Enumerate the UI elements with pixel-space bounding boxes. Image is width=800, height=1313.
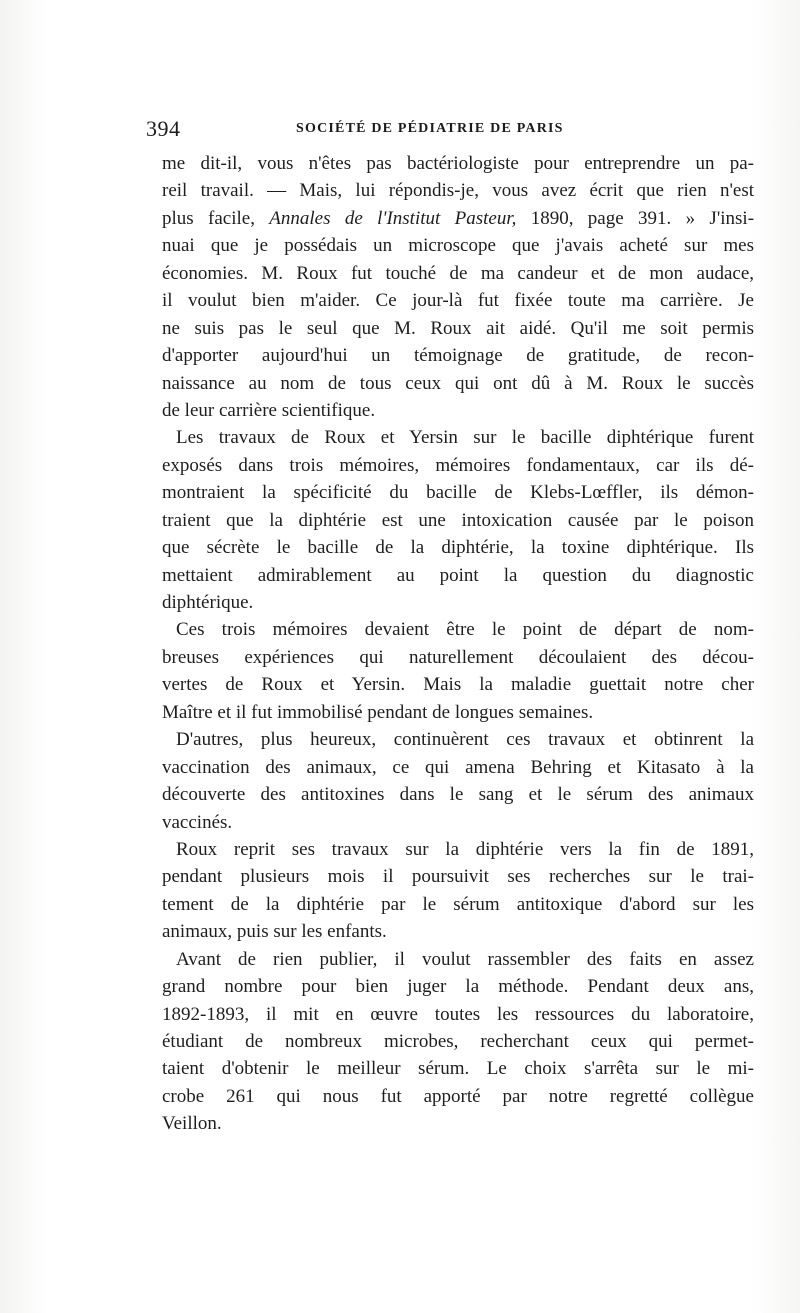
text-line: nuai que je possédais un microscope que j'avais acheté sur mes xyxy=(162,235,754,257)
text-line: de leur carrière scientifique. xyxy=(162,399,376,421)
body-text xyxy=(162,150,754,1138)
text-line: vaccinés. xyxy=(162,811,233,833)
citation-title: Annales de l'Institut Pasteur, xyxy=(269,207,517,229)
text-line xyxy=(162,205,754,232)
text-line: 1892-1893, il mit en œuvre toutes les ressources du laboratoire, xyxy=(162,1003,754,1025)
text-segment: 1890, page 391. » J'insi- xyxy=(530,207,755,229)
text-line: découverte des antitoxines dans le sang et le sérum des animaux xyxy=(162,784,754,806)
text-segment: plus facile, xyxy=(162,207,255,229)
text-line: traient que la diphtérie est une intoxication causée par le poison xyxy=(162,509,754,531)
text-line: vaccination des animaux, ce qui amena Behring et Kitasato à la xyxy=(162,756,754,778)
text-line: il voulut bien m'aider. Ce jour-là fut fixée toute ma carrière. Je xyxy=(162,290,754,312)
text-line: d'apporter aujourd'hui un témoignage de gratitude, de recon- xyxy=(162,345,754,367)
text-line: grand nombre pour bien juger la méthode. Pendant deux ans, xyxy=(162,976,754,998)
text-line: Roux reprit ses travaux sur la diphtérie vers la fin de 1891, xyxy=(176,838,754,860)
text-line: économies. M. Roux fut touché de ma candeur et de mon audace, xyxy=(162,262,754,284)
text-line: tement de la diphtérie par le sérum antitoxique d'abord sur les xyxy=(162,893,754,915)
text-line: étudiant de nombreux microbes, recherchant ceux qui permet- xyxy=(162,1031,754,1052)
text-line: exposés dans trois mémoires, mémoires fondamentaux, car ils dé- xyxy=(162,454,754,476)
text-line: Veillon. xyxy=(162,1113,222,1135)
text-line: vertes de Roux et Yersin. Mais la maladie guettait notre cher xyxy=(162,674,754,696)
running-header xyxy=(146,116,756,146)
text-line: que sécrète le bacille de la diphtérie, la toxine diphtérique. Ils xyxy=(162,537,754,559)
text-line: me dit-il, vous n'êtes pas bactériologiste pour entreprendre un pa- xyxy=(162,153,754,174)
text-line: Avant de rien publier, il voulut rassembler des faits en assez xyxy=(176,948,754,970)
page-number: 394 xyxy=(146,116,181,141)
journal-title: SOCIÉTÉ DE PÉDIATRIE DE PARIS xyxy=(296,121,564,136)
text-line: diphtérique. xyxy=(162,592,254,613)
text-line: reil travail. — Mais, lui répondis-je, vous avez écrit que rien n'est xyxy=(162,180,754,202)
text-line: montraient la spécificité du bacille de Klebs-Lœffler, ils démon- xyxy=(162,482,754,504)
text-line: taient d'obtenir le meilleur sérum. Le choix s'arrêta sur le mi- xyxy=(162,1058,754,1080)
text-line: Ces trois mémoires devaient être le point de départ de nom- xyxy=(176,619,754,641)
text-line: crobe 261 qui nous fut apporté par notre regretté collègue xyxy=(162,1085,754,1107)
text-line: ne suis pas le seul que M. Roux ait aidé. Qu'il me soit permis xyxy=(162,317,754,339)
text-line: pendant plusieurs mois il poursuivit ses recherches sur le trai- xyxy=(162,866,754,888)
text-line: animaux, puis sur les enfants. xyxy=(162,921,387,943)
text-line: Maître et il fut immobilisé pendant de longues semaines. xyxy=(162,701,594,723)
text-line: D'autres, plus heureux, continuèrent ces travaux et obtinrent la xyxy=(176,729,754,751)
text-line: breuses expériences qui naturellement découlaient des décou- xyxy=(162,646,754,668)
text-line: naissance au nom de tous ceux qui ont dû à M. Roux le succès xyxy=(162,372,754,394)
text-line: mettaient admirablement au point la question du diagnostic xyxy=(162,564,754,586)
text-line: Les travaux de Roux et Yersin sur le bacille diphtérique furent xyxy=(176,427,754,449)
